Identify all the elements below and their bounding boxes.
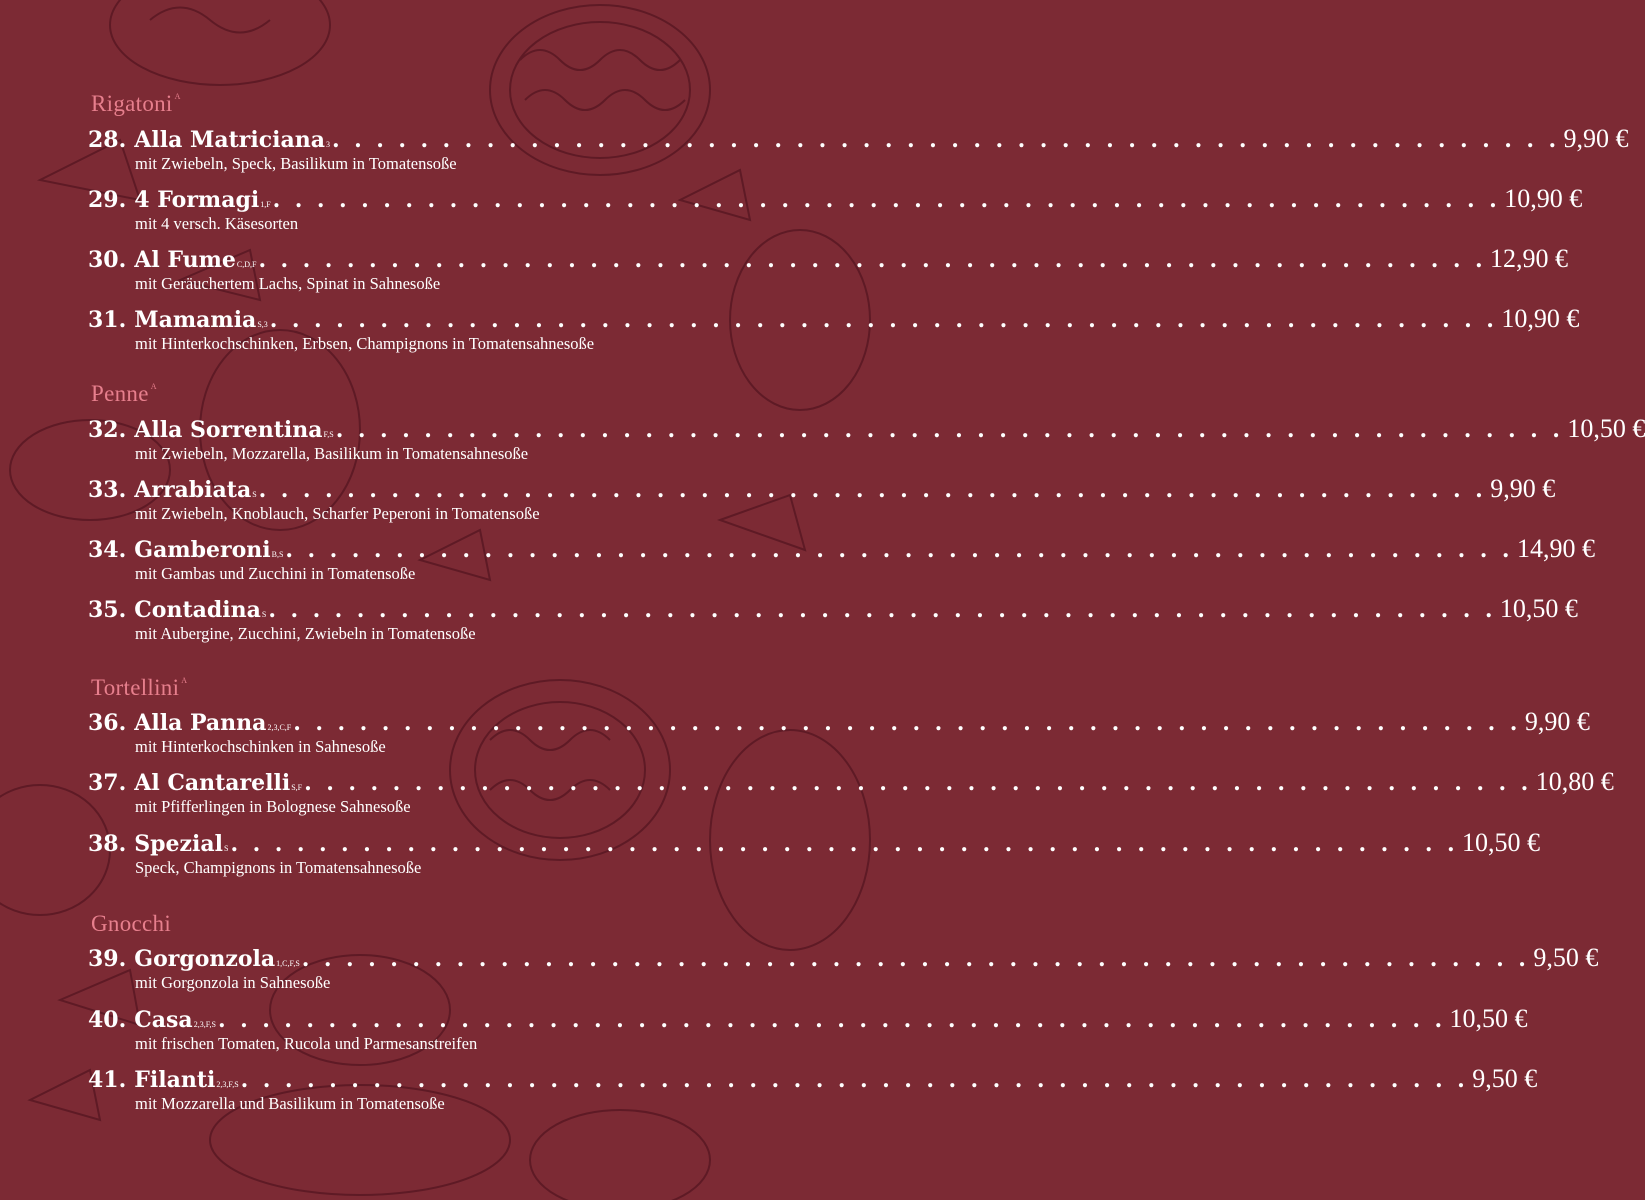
section-title-penne: Penne $^A$ xyxy=(91,381,157,406)
item-price: 10,80 € xyxy=(1535,767,1614,796)
menu-item xyxy=(88,414,1645,468)
item-name: Al Fume xyxy=(134,247,236,273)
item-line xyxy=(88,534,1595,564)
menu-item xyxy=(88,1004,1528,1058)
item-name: Casa xyxy=(134,1007,193,1033)
dot-leader: . . . . . . . . . . . . . . . . . . . . . . . . . . . . . . . . . . . . . . . . . . . . . . . . . . . . . . . . xyxy=(335,417,1564,443)
item-price: 10,90 € xyxy=(1504,184,1583,213)
item-number: 29. xyxy=(88,187,127,213)
item-number: 35. xyxy=(88,597,127,623)
allergen-codes: 2,3,F,S xyxy=(193,1020,216,1029)
item-number: 36. xyxy=(88,710,127,736)
item-description: mit Zwiebeln, Speck, Basilikum in Tomatensoße xyxy=(135,154,457,173)
allergen-codes: S xyxy=(224,844,229,853)
dot-leader: . . . . . . . . . . . . . . . . . . . . . . . . . . . . . . . . . . . . . . . . . . . . . . . . . . . . . . . . xyxy=(331,127,1560,153)
menu-item xyxy=(88,943,1599,997)
dot-leader: . . . . . . . . . . . . . . . . . . . . . . . . . . . . . . . . . . . . . . . . . . . . . . . . . . . . . . . . xyxy=(272,187,1501,213)
item-price: 9,90 € xyxy=(1490,474,1556,503)
item-price: 10,50 € xyxy=(1499,594,1578,623)
item-description: mit 4 versch. Käsesorten xyxy=(135,214,299,233)
allergen-codes: 3 xyxy=(325,140,330,149)
allergen-codes: F,S xyxy=(323,430,334,439)
menu-item xyxy=(88,184,1583,238)
item-description: mit Gorgonzola in Sahnesoße xyxy=(135,973,331,992)
allergen-codes: S xyxy=(252,490,257,499)
item-price: 9,50 € xyxy=(1472,1064,1538,1093)
item-number: 33. xyxy=(88,477,127,503)
item-name: Gamberoni xyxy=(134,537,271,563)
allergen-codes: 2,3,F,S xyxy=(216,1080,239,1089)
item-line xyxy=(88,124,1629,154)
item-number: 37. xyxy=(88,770,127,796)
item-line xyxy=(88,414,1645,444)
item-price: 9,50 € xyxy=(1533,943,1599,972)
dot-leader: . . . . . . . . . . . . . . . . . . . . . . . . . . . . . . . . . . . . . . . . . . . . . . . . . . . . . . . . xyxy=(285,537,1513,563)
dot-leader: . . . . . . . . . . . . . . . . . . . . . . . . . . . . . . . . . . . . . . . . . . . . . . . . . . . . . . . . xyxy=(258,477,1487,503)
section-title-gnocchi: Gnocchi xyxy=(91,911,172,936)
item-number: 40. xyxy=(88,1007,127,1033)
item-name: Al Cantarelli xyxy=(134,770,291,796)
item-description: mit Aubergine, Zucchini, Zwiebeln in Tomatensoße xyxy=(135,624,476,643)
dot-leader: . . . . . . . . . . . . . . . . . . . . . . . . . . . . . . . . . . . . . . . . . . . . . . . . . . . . . . . . xyxy=(293,710,1521,736)
item-description: mit Zwiebeln, Mozzarella, Basilikum in Tomatensahnesoße xyxy=(135,444,529,463)
item-description: mit Zwiebeln, Knoblauch, Scharfer Peperoni in Tomatensoße xyxy=(135,504,540,523)
item-price: 10,50 € xyxy=(1449,1004,1528,1033)
item-name: Alla Panna xyxy=(134,710,267,736)
item-number: 39. xyxy=(88,946,127,972)
menu-item xyxy=(88,474,1556,528)
dot-leader: . . . . . . . . . . . . . . . . . . . . . . . . . . . . . . . . . . . . . . . . . . . . . . . . . . . . . . . . xyxy=(217,1007,1446,1033)
item-line xyxy=(88,1064,1538,1094)
item-name: Mamamia xyxy=(134,307,257,333)
item-line xyxy=(88,707,1590,737)
item-name: Spezial xyxy=(134,831,224,857)
item-number: 38. xyxy=(88,831,127,857)
item-price: 14,90 € xyxy=(1516,534,1595,563)
item-price: 9,90 € xyxy=(1563,124,1629,153)
item-line xyxy=(88,594,1578,624)
item-line xyxy=(88,1004,1528,1034)
item-price: 12,90 € xyxy=(1490,244,1569,273)
item-price: 10,50 € xyxy=(1567,414,1645,443)
allergen-codes: 1,F xyxy=(260,200,271,209)
item-line xyxy=(88,184,1583,214)
section-title-tortellini: Tortellini $^A$ xyxy=(91,675,188,700)
allergen-codes: C,D,F xyxy=(236,260,257,269)
item-number: 28. xyxy=(88,127,127,153)
menu-item xyxy=(88,594,1578,648)
item-line xyxy=(88,244,1569,274)
item-number: 32. xyxy=(88,417,127,443)
allergen-codes: 1,C,F,S xyxy=(276,959,300,968)
menu-item xyxy=(88,244,1569,298)
dot-leader: . . . . . . . . . . . . . . . . . . . . . . . . . . . . . . . . . . . . . . . . . . . . . . . . . . . . . . . . xyxy=(301,946,1530,972)
item-name: Contadina xyxy=(134,597,261,623)
item-number: 41. xyxy=(88,1067,127,1093)
section-title-rigatoni: Rigatoni $^A$ xyxy=(91,91,181,116)
dot-leader: . . . . . . . . . . . . . . . . . . . . . . . . . . . . . . . . . . . . . . . . . . . . . . . . . . . . . . . . xyxy=(268,597,1496,623)
item-description: mit Hinterkochschinken, Erbsen, Champignons in Tomatensahnesoße xyxy=(135,334,595,353)
allergen-codes: S xyxy=(261,610,267,619)
item-line xyxy=(88,304,1580,334)
allergen-codes: B,S xyxy=(271,550,284,559)
dot-leader: . . . . . . . . . . . . . . . . . . . . . . . . . . . . . . . . . . . . . . . . . . . . . . . . . . . . . . . . xyxy=(304,770,1532,796)
item-description: mit Pfifferlingen in Bolognese Sahnesoße xyxy=(135,797,411,816)
item-number: 34. xyxy=(88,537,127,563)
item-description: mit Hinterkochschinken in Sahnesoße xyxy=(135,737,386,756)
item-number: 30. xyxy=(88,247,127,273)
menu-item xyxy=(88,1064,1538,1118)
allergen-codes: S,3 xyxy=(257,320,268,329)
menu-item xyxy=(88,304,1580,358)
item-price: 9,90 € xyxy=(1524,707,1590,736)
menu-item xyxy=(88,707,1590,761)
item-description: mit Geräuchertem Lachs, Spinat in Sahnesoße xyxy=(135,274,441,293)
menu-item xyxy=(88,828,1541,882)
item-price: 10,50 € xyxy=(1462,828,1541,857)
item-name: 4 Formagi xyxy=(134,187,260,213)
dot-leader: . . . . . . . . . . . . . . . . . . . . . . . . . . . . . . . . . . . . . . . . . . . . . . . . . . . . . . . . xyxy=(258,247,1487,273)
item-price: 10,90 € xyxy=(1501,304,1580,333)
item-name: Filanti xyxy=(134,1067,216,1093)
menu-item xyxy=(88,124,1629,178)
menu-item xyxy=(88,534,1595,588)
item-line xyxy=(88,474,1556,504)
item-description: mit Mozzarella und Basilikum in Tomatensoße xyxy=(135,1094,445,1113)
item-name: Alla Sorrentina xyxy=(134,417,323,443)
item-description: mit Gambas und Zucchini in Tomatensoße xyxy=(135,564,416,583)
allergen-codes: 2,3,C,F xyxy=(267,723,292,732)
item-name: Gorgonzola xyxy=(134,946,276,972)
dot-leader: . . . . . . . . . . . . . . . . . . . . . . . . . . . . . . . . . . . . . . . . . . . . . . . . . . . . . . . . xyxy=(230,831,1459,857)
menu-item xyxy=(88,767,1614,821)
item-name: Alla Matriciana xyxy=(134,127,325,153)
item-description: mit frischen Tomaten, Rucola und Parmesanstreifen xyxy=(135,1034,478,1053)
dot-leader: . . . . . . . . . . . . . . . . . . . . . . . . . . . . . . . . . . . . . . . . . . . . . . . . . . . . . . . . xyxy=(269,307,1498,333)
item-line xyxy=(88,943,1599,973)
item-name: Arrabiata xyxy=(134,477,252,503)
dot-leader: . . . . . . . . . . . . . . . . . . . . . . . . . . . . . . . . . . . . . . . . . . . . . . . . . . . . . . . . xyxy=(240,1067,1469,1093)
item-line xyxy=(88,767,1614,797)
allergen-codes: S,F xyxy=(291,783,303,792)
item-number: 31. xyxy=(88,307,127,333)
item-line xyxy=(88,828,1541,858)
item-description: Speck, Champignons in Tomatensahnesoße xyxy=(135,858,422,877)
